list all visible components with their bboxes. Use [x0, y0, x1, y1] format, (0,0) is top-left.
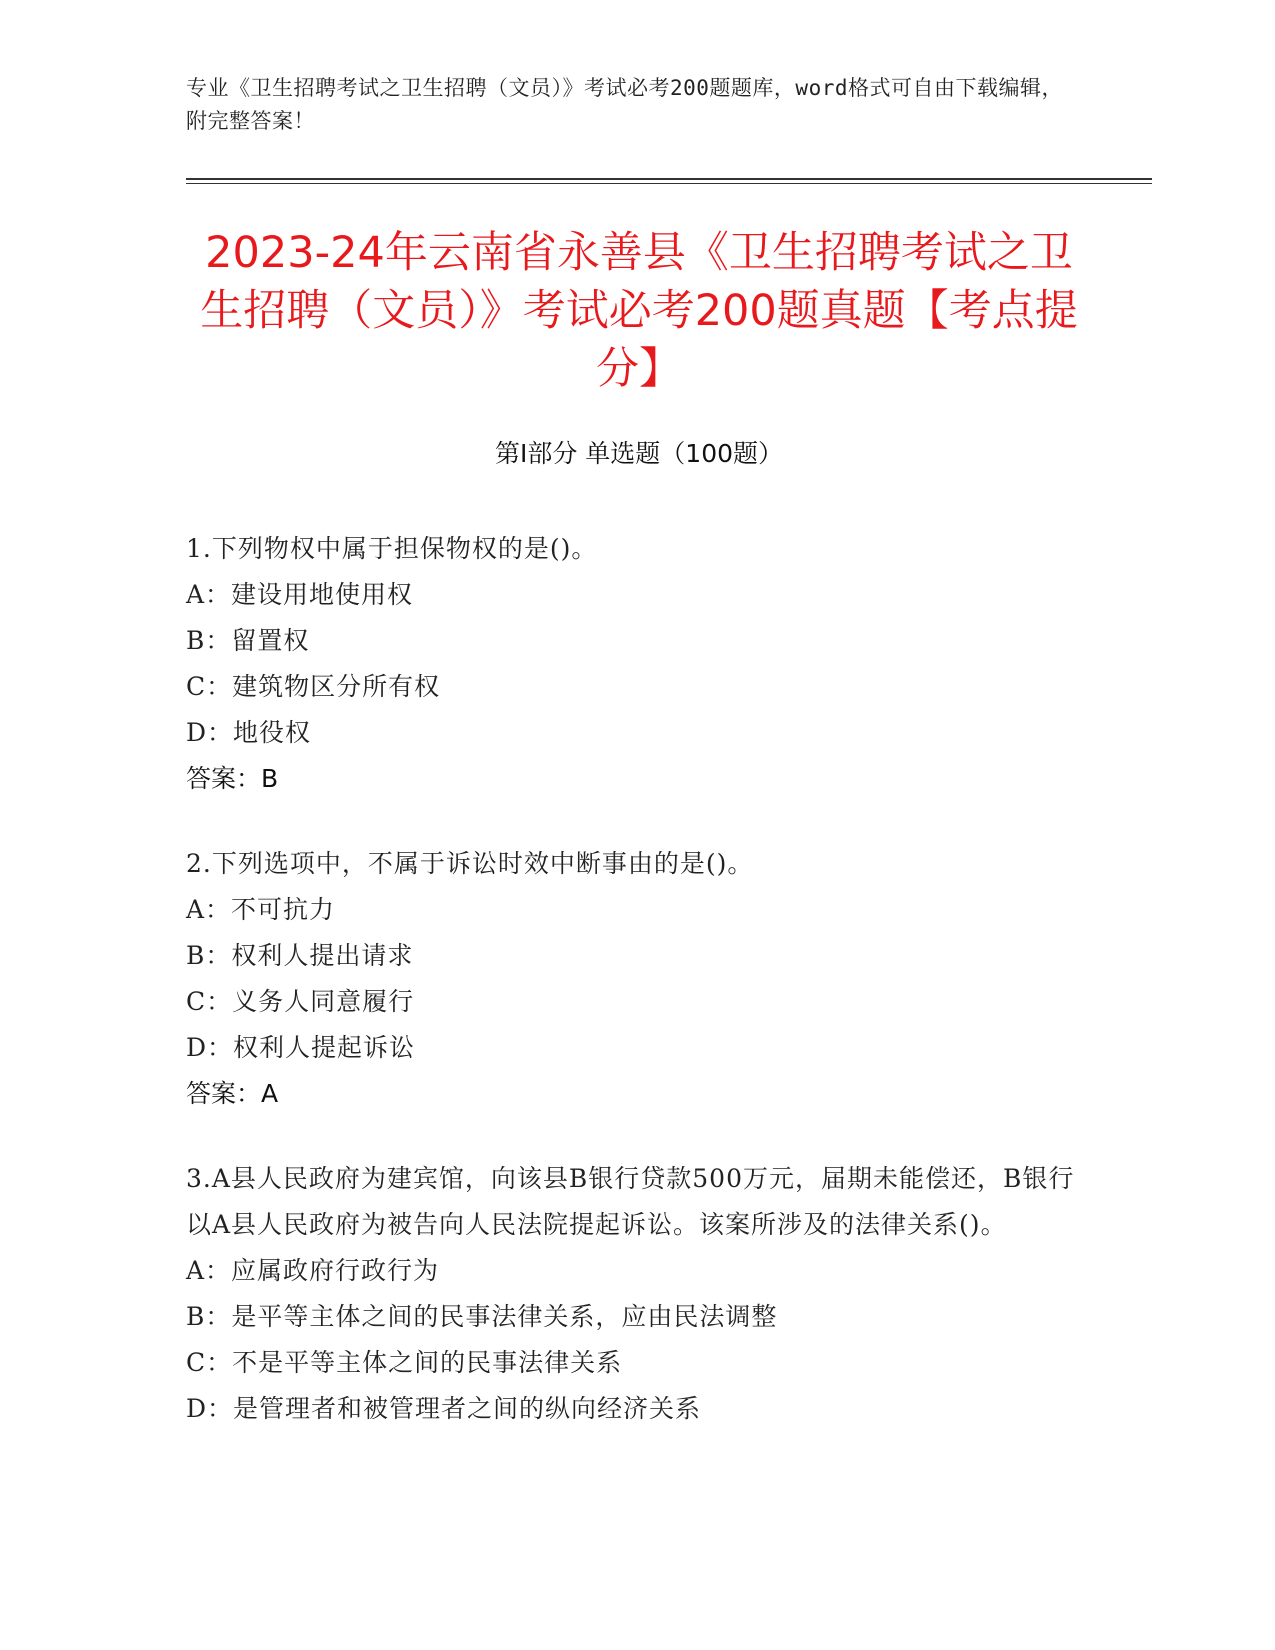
option-d: D：权利人提起诉讼 [186, 1033, 416, 1062]
question-stem: 2.下列选项中，不属于诉讼时效中断事由的是()。 [186, 849, 754, 878]
question-stem: 1.下列物权中属于担保物权的是()。 [186, 534, 598, 563]
question-3 [186, 1156, 1086, 1432]
option-c: C：建筑物区分所有权 [186, 672, 441, 701]
option-b: B：留置权 [186, 626, 310, 655]
answer: 答案：B [186, 764, 279, 793]
answer: 答案：A [186, 1079, 279, 1108]
option-c: C：不是平等主体之间的民事法律关系 [186, 1348, 623, 1377]
option-a: A：建设用地使用权 [186, 580, 414, 609]
question-1 [186, 526, 1086, 802]
option-a: A：应属政府行政行为 [186, 1256, 440, 1285]
option-a: A：不可抗力 [186, 895, 336, 924]
question-2 [186, 841, 1086, 1117]
question-stem: 3.A县人民政府为建宾馆，向该县B银行贷款500万元，届期未能偿还，B银行以A县人民政府为被告向人民法院提起诉讼。该案所涉及的法律关系()。 [186, 1164, 1075, 1239]
section-title: 第Ⅰ部分 单选题（100题） [494, 439, 784, 468]
header-divider-thin [186, 183, 1152, 184]
question-list [186, 526, 1086, 1471]
header-divider-thick [186, 178, 1152, 180]
option-d: D：地役权 [186, 718, 312, 747]
option-d: D：是管理者和被管理者之间的纵向经济关系 [186, 1394, 702, 1423]
document-title: 2023-24年云南省永善县《卫生招聘考试之卫生招聘（文员）》考试必考200题真题【考点提分】 [200, 228, 1078, 394]
option-b: B：权利人提出请求 [186, 941, 414, 970]
header-note: 专业《卫生招聘考试之卫生招聘（文员）》考试必考200题题库，word格式可自由下载编辑，附完整答案！ [186, 76, 1063, 133]
option-b: B：是平等主体之间的民事法律关系，应由民法调整 [186, 1302, 778, 1331]
option-c: C：义务人同意履行 [186, 987, 415, 1016]
